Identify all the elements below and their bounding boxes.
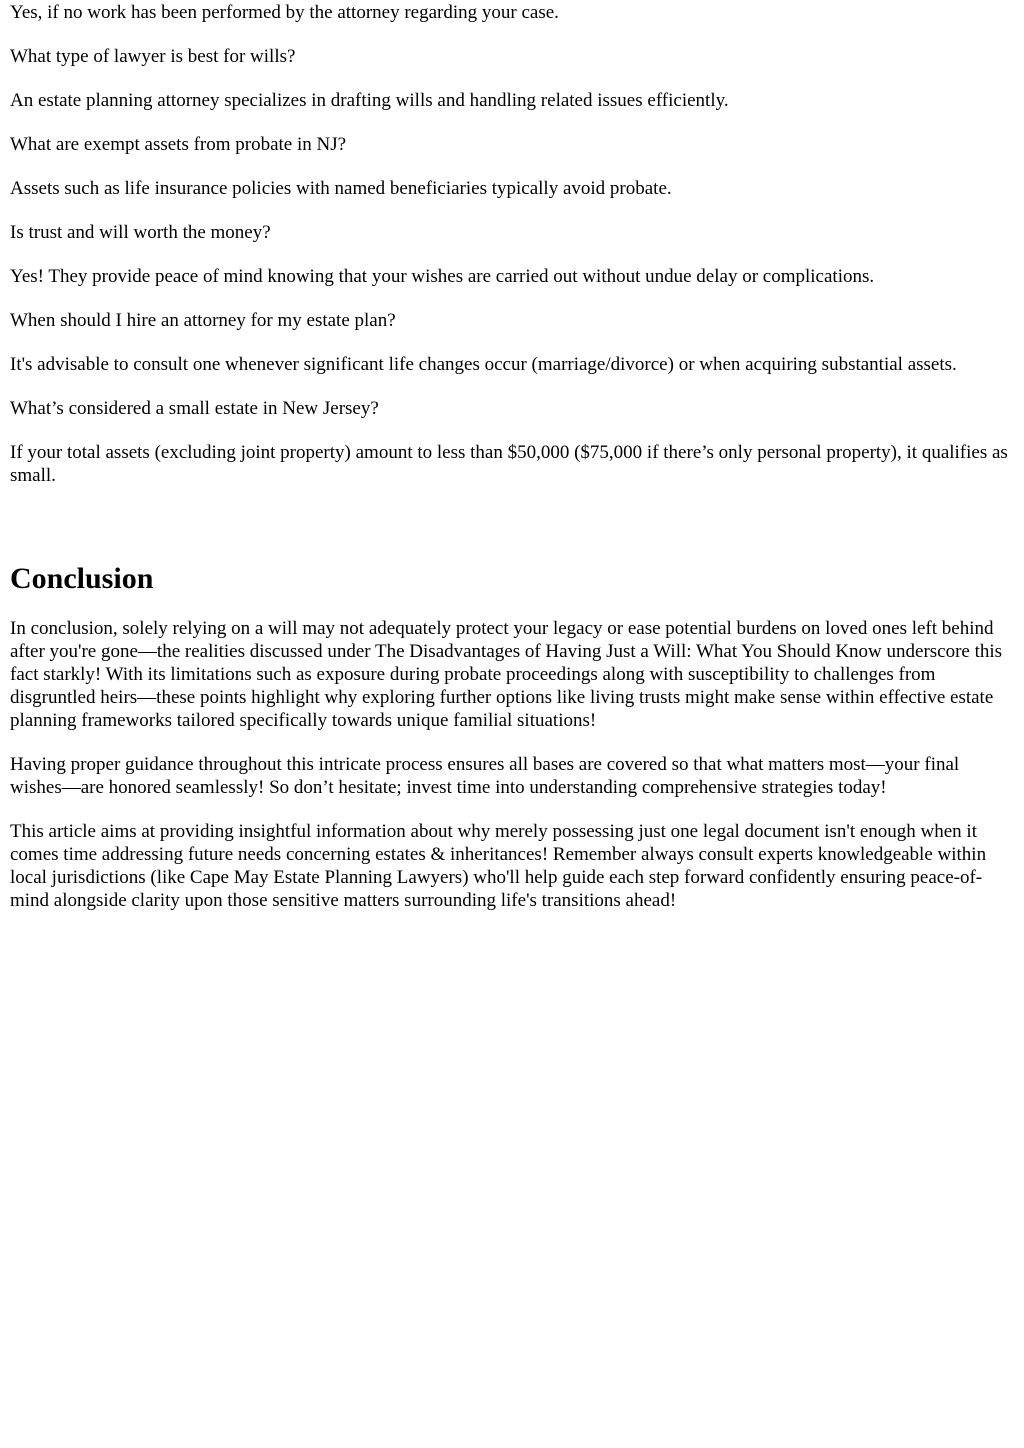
faq-question: When should I hire an attorney for my estate plan? — [10, 310, 396, 331]
faq-answer: It's advisable to consult one whenever significant life changes occur (marriage/divorce) or when acquiring substantial assets. — [10, 354, 957, 375]
conclusion-paragraph: In conclusion, solely relying on a will may not adequately protect your legacy or ease potential burdens on loved ones left behind after you're gone—the realities discussed under The Disadvantages of Having Just a Will: What You Should Know underscore this fact starkly! With its limitations such as exposure during probate proceedings along with susceptibility to challenges from disgruntled heirs—these points highlight why exploring further options like living trusts might make sense within effective estate planning frameworks tailored specifically towards unique familial situations! — [10, 618, 1003, 731]
faq-question: What type of lawyer is best for wills? — [10, 46, 296, 67]
conclusion-paragraph: This article aims at providing insightful information about why merely possessing just one legal document isn't enough when it comes time addressing future needs concerning estates & inheritances! Remember always consult experts knowledgeable within local jurisdictions (like Cape May Estate Planning Lawyers) who'll help guide each step forward confidently ensuring peace-of-mind alongside clarity upon those sensitive matters surrounding life's transitions ahead! — [10, 821, 987, 911]
faq-question: Is trust and will worth the money? — [10, 222, 271, 243]
faq-answer: Assets such as life insurance policies with named beneficiaries typically avoid probate. — [10, 178, 672, 199]
faq-question: What are exempt assets from probate in NJ? — [10, 134, 347, 155]
conclusion-section — [10, 561, 1014, 912]
faq-section — [10, 0, 1014, 487]
faq-question: What’s considered a small estate in New Jersey? — [10, 398, 379, 419]
faq-answer: Yes, if no work has been performed by the attorney regarding your case. — [10, 2, 559, 23]
faq-answer: Yes! They provide peace of mind knowing that your wishes are carried out without undue delay or complications. — [10, 266, 875, 287]
faq-answer: If your total assets (excluding joint property) amount to less than $50,000 ($75,000 if there’s only personal property), it qualifies as small. — [10, 442, 1008, 486]
conclusion-heading: Conclusion — [10, 562, 154, 595]
conclusion-paragraph: Having proper guidance throughout this intricate process ensures all bases are covered so that what matters most—your final wishes—are honored seamlessly! So don’t hesitate; invest time into understanding comprehensive strategies today! — [10, 754, 960, 798]
faq-answer: An estate planning attorney specializes in drafting wills and handling related issues efficiently. — [10, 90, 729, 111]
